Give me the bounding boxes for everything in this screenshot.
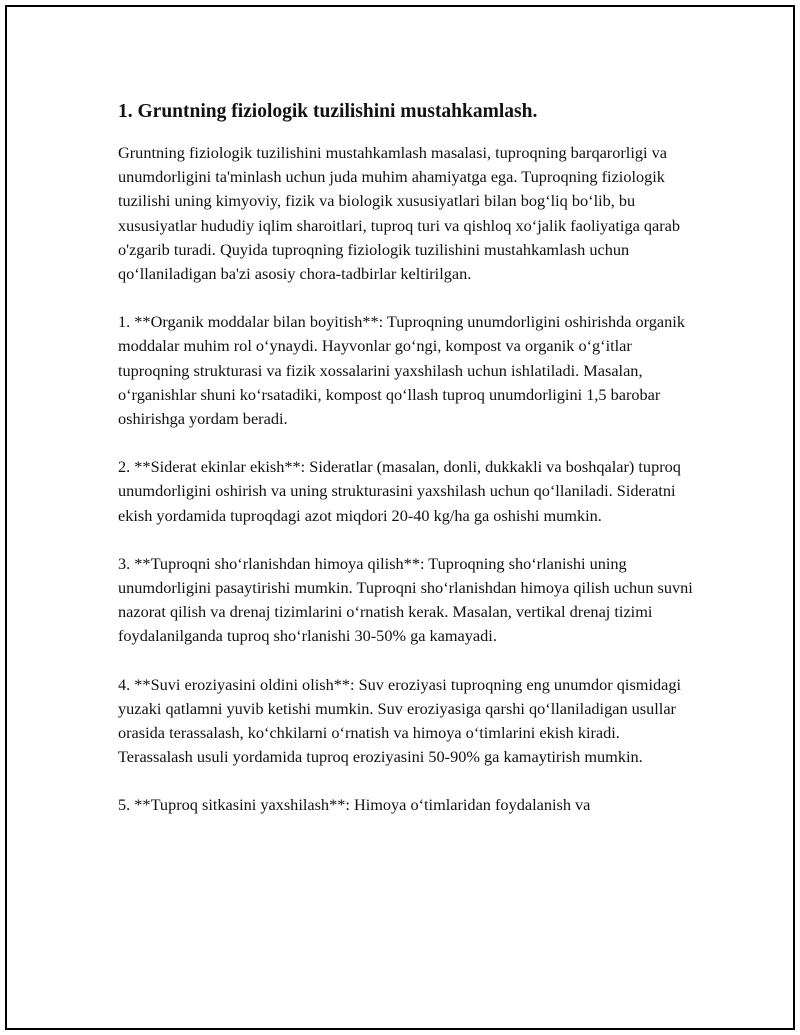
list-item-green-manure: 2. **Siderat ekinlar ekish**: Sideratlar (masalan, donli, dukkakli va boshqalar) tuproq unumdorligini oshirish va uning strukturasini yaxshilash uchun qo‘llaniladi. Sideratni ekish yordamida tuproqdagi azot miqdori 20-40 kg/ha ga oshishi mumkin. bbox=[118, 457, 681, 525]
intro-paragraph: Gruntning fiziologik tuzilishini mustahkamlash masalasi, tuproqning barqarorligi va unumdorligini ta'minlash uchun juda muhim ahamiyatga ega. Tuproqning fiziologik tuzilishi uning kimyoviy, fizik va biologik xususiyatlari bilan bog‘liq bo‘lib, bu xususiyatlar hududiy iqlim sharoitlari, tuproq turi va qishloq xo‘jalik faoliyatiga qarab o'zgarib turadi. Quyida tuproqning fiziologik tuzilishini mustahkamlash uchun qo‘llaniladigan ba'zi asosiy chora-tadbirlar keltirilgan. bbox=[118, 143, 681, 284]
document-page bbox=[5, 5, 795, 1030]
list-item-organic-matter: 1. **Organik moddalar bilan boyitish**: Tuproqning unumdorligini oshirishda organik moddalar muhim rol o‘ynaydi. Hayvonlar go‘ngi, kompost va organik o‘g‘itlar tuproqning strukturasi va fizik xossalarini yaxshilash uchun ishlatiladi. Masalan, o‘rganishlar shuni ko‘rsatadiki, kompost qo‘llash tuproq unumdorligini 1,5 barobar oshirishga yordam beradi. bbox=[118, 312, 685, 429]
list-item-water-erosion: 4. **Suvi eroziyasini oldini olish**: Suv eroziyasi tuproqning eng unumdor qismidagi yuzaki qatlamni yuvib ketishi mumkin. Suv eroziyasiga qarshi qo‘llaniladigan usullar orasida terassalash, ko‘chkilarni o‘rnatish va himoya o‘timlarini ekish kiradi. Terassalash usuli yordamida tuproq eroziyasini 50-90% ga kamaytirish mumkin. bbox=[118, 674, 682, 767]
document-content bbox=[118, 97, 698, 842]
section-title: 1. Gruntning fiziologik tuzilishini mustahkamlash. bbox=[118, 101, 538, 122]
list-item-soil-improvement: 5. **Tuproq sitkasini yaxshilash**: Himoya o‘timlaridan foydalanish va bbox=[118, 795, 591, 815]
list-item-salinization-protection: 3. **Tuproqni sho‘rlanishdan himoya qilish**: Tuproqning sho‘rlanishi uning unumdorligini pasaytirishi mumkin. Tuproqni sho‘rlanishdan himoya qilish uchun suvni nazorat qilish va drenaj tizimlarini o‘rnatish kerak. Masalan, vertikal drenaj tizimi foydalanilganda tuproq sho‘rlanishi 30-50% ga kamayadi. bbox=[118, 553, 693, 646]
